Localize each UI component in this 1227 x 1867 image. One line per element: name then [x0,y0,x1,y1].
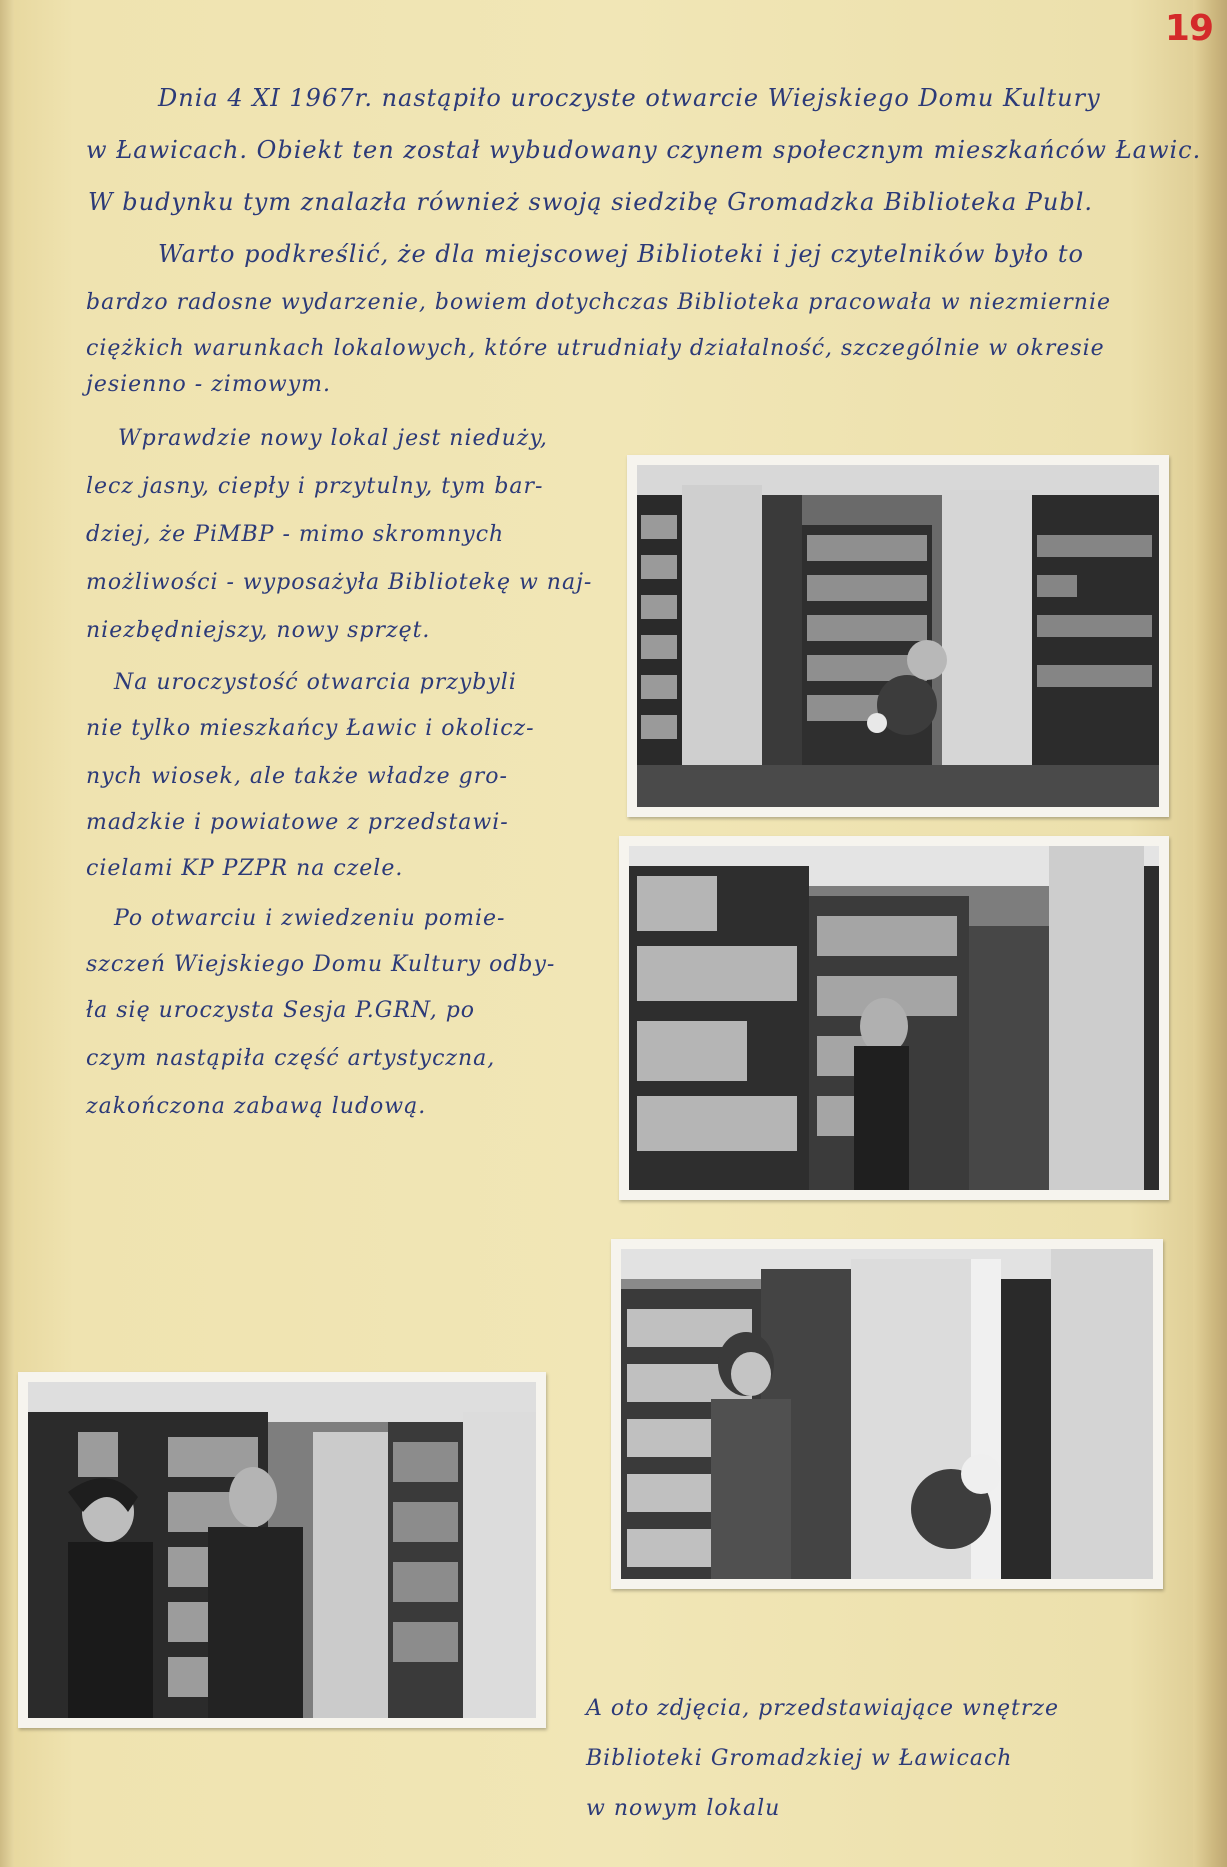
text-line: zakończona zabawą ludową. [86,1094,427,1119]
photo-caption-line: w nowym lokalu [586,1796,781,1821]
text-line: Warto podkreślić, że dla miejscowej Biblioteki i jej czytelników było to [158,240,1084,268]
text-line: nie tylko mieszkańcy Ławic i okolicz- [86,716,535,741]
text-line: dziej, że PiMBP - mimo skromnych [86,522,505,547]
photo-caption-line: A oto zdjęcia, przedstawiające wnętrze [586,1696,1059,1721]
text-line: bardzo radosne wydarzenie, bowiem dotychczas Biblioteka pracowała w niezmiernie [86,290,1111,315]
album-binding [1193,0,1227,1867]
text-line: lecz jasny, ciepły i przytulny, tym bar- [86,474,544,499]
text-line: nych wiosek, ale także władze gro- [86,764,508,789]
text-line: jesienno - zimowym. [86,372,332,397]
text-line: Dnia 4 XI 1967r. nastąpiło uroczyste otwarcie Wiejskiego Domu Kultury [158,84,1101,112]
photo-reader-shelves [611,1239,1163,1589]
text-line: możliwości - wyposażyła Bibliotekę w naj- [86,570,593,595]
photo-caption-line: Biblioteki Gromadzkiej w Ławicach [586,1746,1013,1771]
text-line: ciężkich warunkach lokalowych, które utrudniały działalność, szczególnie w okresie [86,336,1105,361]
text-line: w Ławicach. Obiekt ten został wybudowany czynem społecznym mieszkańców Ławic. [86,136,1202,164]
photo-librarian-shelves [619,836,1169,1200]
text-line: Na uroczystość otwarcia przybyli [114,670,517,695]
text-line: niezbędniejszy, nowy sprzęt. [86,618,431,643]
text-line: W budynku tym znalazła również swoją siedzibę Gromadzka Biblioteka Publ. [88,188,1094,216]
text-line: madzkie i powiatowe z przedstawi- [86,810,509,835]
text-line: szczeń Wiejskiego Domu Kultury odby- [86,952,556,977]
photo-library-shelves [627,455,1169,817]
page-left-edge [0,0,14,1867]
page-number: 19 [1164,8,1213,49]
photo-opening-visitors [18,1372,546,1728]
text-line: Po otwarciu i zwiedzeniu pomie- [114,906,506,931]
text-line: cielami KP PZPR na czele. [86,856,404,881]
text-line: ła się uroczysta Sesja P.GRN, po [86,998,476,1023]
text-line: czym nastąpiła część artystyczna, [86,1046,496,1071]
text-line: Wprawdzie nowy lokal jest nieduży, [118,426,548,451]
